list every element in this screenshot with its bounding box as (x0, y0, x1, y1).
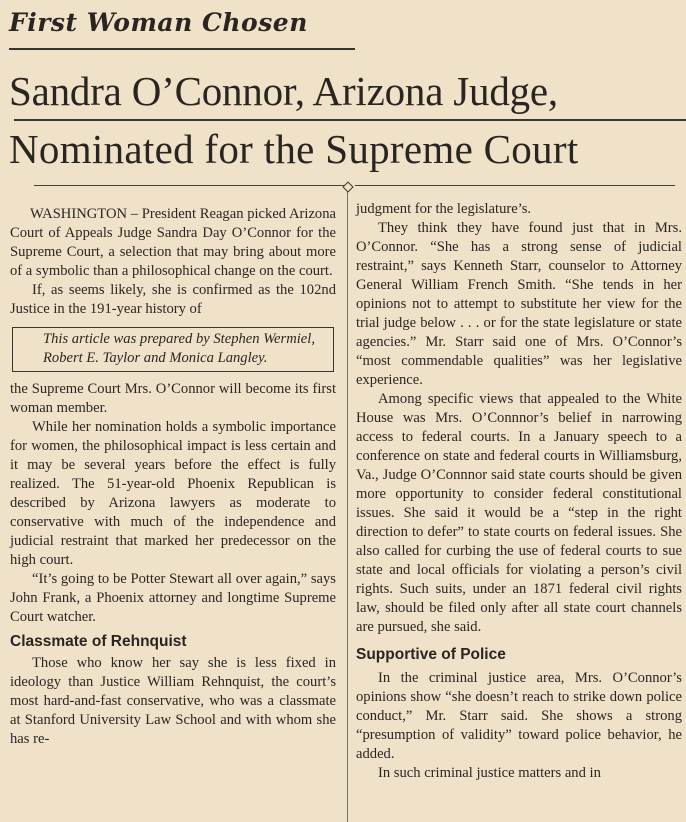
paragraph: In such criminal justice matters and in (378, 765, 601, 781)
subhead-classmate: Classmate of Rehnquist (10, 633, 187, 650)
paragraph: “It’s going to be Potter Stewart all over again,” says John Frank, a Phoenix attorney and longtime Supreme Court watcher. (10, 571, 336, 625)
subhead-police: Supportive of Police (356, 646, 506, 663)
kicker-underline (9, 48, 355, 50)
headline-line-2: Nominated for the Supreme Court (9, 126, 579, 172)
paragraph: If, as seems likely, she is confirmed as the 102nd Justice in the 191-year history of (10, 282, 336, 317)
article-column-left (10, 205, 336, 749)
right-divider-rule (355, 185, 675, 186)
paragraph: While her nomination holds a symbolic importance for women, the philosophical impact is less certain and it may be several years before the effect is fully realized. The 51-year-old Phoenix Republican is described by Arizona lawyers as moderate to conservative with much of the independence and judicial restraint that marked her predecessor on the high court. (10, 419, 336, 568)
headline-rule (14, 119, 686, 121)
paragraph-lead: WASHINGTON – President Reagan picked Arizona Court of Appeals Judge Sandra Day O’Connor for the Supreme Court, a selection that may bring about more of a symbolic than a philosophical change on the court. (10, 206, 336, 279)
paragraph: Those who know her say she is less fixed in ideology than Justice William Rehnquist, the court’s most hard-and-fast conservative, who was a classmate at Stanford University Law School and with whom she has re- (10, 655, 336, 747)
paragraph: In the criminal justice area, Mrs. O’Connor’s opinions show “she doesn’t reach to strike down police conduct,” Mr. Starr said. She shows a strong “presumption of validity” toward police behavior, he added. (356, 670, 682, 762)
paragraph: the Supreme Court Mrs. O’Connor will become its first woman member. (10, 381, 336, 416)
paragraph: They think they have found just that in Mrs. O’Connor. “She has a strong sense of judicial restraint,” says Kenneth Starr, counselor to Attorney General William French Smith. “She tends in her opinions not to attempt to substitute her view for the trial judge below . . . or for the state legislature or state agencies.” Mr. Starr said one of Mrs. O’Connor’s “most commendable qualities” was her legislative experience. (356, 220, 682, 388)
article-column-right (356, 200, 682, 783)
paragraph: Among specific views that appealed to the White House was Mrs. O’Connnor’s belief in narrowing access to federal courts. In a January speech to a conference on state and federal courts in Williamsburg, Va., Judge O’Connnor said state courts should be given more opportunity to consider federal constitutional issues. She said it would be a “step in the right direction to defer” to state courts on federal issues. She also called for curbing the use of federal courts to sue state and local officials for violating a person’s civil rights. Such suits, under an 1871 federal civil rights law, should be filed only after all state court channels are pursued, she said. (356, 391, 682, 635)
paragraph: judgment for the legislature’s. (356, 201, 532, 217)
divider-diamond-ornament (342, 181, 353, 192)
byline-box: This article was prepared by Stephen Wermiel, Robert E. Taylor and Monica Langley. (12, 327, 334, 372)
kicker-title: First Woman Chosen (9, 8, 308, 37)
left-divider-rule (34, 185, 348, 186)
headline-line-1: Sandra O’Connor, Arizona Judge, (9, 68, 558, 114)
column-rule (347, 192, 348, 822)
